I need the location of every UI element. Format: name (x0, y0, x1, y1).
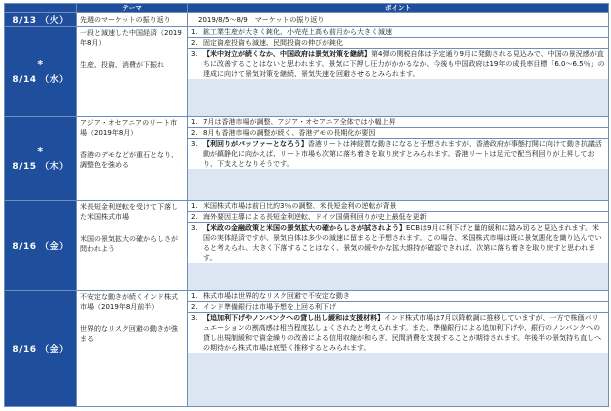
point-item: 1. 株式市場は世界的なリスク回避で不安定な動き (188, 291, 608, 302)
points-list (188, 117, 609, 201)
point-item: 3. 【利回りがバッファーとなろう】香港リートは神経質な動きになると予想されますが、香港政府が事態打開に向けて動き抗議活動が鎮静化に向かえば、リート市場も次第に落ち着きを取り戻すとみられます。香港リートは足元で配当利回りが上昇しており、下支えとなりそうです。 (188, 139, 608, 169)
table-row (5, 13, 609, 27)
point-item: 1. 鉱工業生産が大きく鈍化、小売売上高も前月から大きく減速 (188, 27, 608, 38)
row-date: 8/16 （金） (5, 201, 77, 291)
row-point: 2019/8/5～8/9 マーケットの振り返り (188, 13, 609, 27)
table-row (5, 27, 609, 117)
point-item: 3. 【米政の金融政策と米国の景気拡大の確からしさが試されよう】ECBは9月に利下げと量的緩和に踏み切ると見込まれます。米国の実体経済ですが、景気自体は多少の減速に留まると予想されます。この場合、米国株式市場は既に景気悪化を織り込んでいると考えられ、大きく下落することはなく、景気の緩やかな拡大維持が確認できれば、次第に落ち着きを取り戻すと思われます。 (188, 223, 608, 263)
point-item: 2. 固定資産投資も減速、民間投資の伸びが鈍化 (188, 38, 608, 49)
point-item: 2. インド準備銀行は市場予想を上回る利下げ (188, 302, 608, 313)
row-date: 8/16 （金） (5, 291, 77, 407)
topic-title[interactable]: アジア・オセアニアのリート市場（2019年8月） (80, 119, 178, 137)
topic-title[interactable]: 一段と減速した中国経済（2019年8月） (80, 29, 182, 47)
row-theme (77, 201, 188, 291)
row-theme (77, 117, 188, 201)
date-label: 8/14 （水） (12, 74, 69, 85)
topic-subtitle: 世界的なリスク回避の動きが強まる (80, 325, 178, 343)
header-theme: テーマ (77, 4, 188, 13)
point-item: 2. 8月も香港市場の調整が続く、香港デモの長期化が要因 (188, 128, 608, 139)
schedule-table (4, 3, 609, 407)
row-date (5, 27, 77, 117)
star-mark: * (37, 57, 44, 71)
header-date (5, 4, 77, 13)
topic-title[interactable]: 不安定な動きが続くインド株式市場（2019年8月前半） (80, 293, 178, 311)
star-mark: * (37, 144, 44, 158)
point-item: 3. 【追加利下げやノンバンクへの貸し出し緩和は支援材料】インド株式市場は7月以降軟調に推移していますが、一方で株価バリュエーションの割高感は相当程度払しょくされたと考えられます。また、準備銀行による追加利下げや、銀行のノンバンクへの貸し出規制緩和で資金繰りの改善による信用収縮が和らぎ、民間消費を支援することが期待されます。年後半の景気持ち直しへの期待から株式市場は底堅く推移するとみられます。 (188, 313, 608, 353)
table-row (5, 291, 609, 407)
topic-subtitle: 生産、投資、消費が下振れ (80, 61, 164, 69)
row-date (5, 117, 77, 201)
point-item: 2. 海外要因主導による長短金利逆転、ドイツ国債利回りが史上最低を更新 (188, 212, 608, 223)
table-row (5, 117, 609, 201)
points-list (188, 291, 609, 407)
row-theme (77, 291, 188, 407)
header-row (5, 4, 609, 13)
topic-subtitle: 香港のデモなどが重石となり、調整色を強める (80, 151, 178, 169)
point-item: 1. 7月は香港市場が調整、アジア・オセアニア全体では小幅上昇 (188, 117, 608, 128)
table-row (5, 201, 609, 291)
date-label: 8/15 （木） (12, 161, 69, 172)
row-theme (77, 27, 188, 117)
header-points: ポイント (188, 4, 609, 13)
topic-title[interactable]: 米長短金利逆転を受けて下落した米国株式市場 (80, 203, 178, 221)
row-theme[interactable]: 先週のマーケットの振り返り (77, 13, 188, 27)
point-item: 3. 【米中対立が続くなか、中国政府は景気対策を継続】第4弾の関税自体は予定通り9月に発動される見込みで、中国の景況感が直ちに改善することはないと思われます。景気に下押し圧力がかかるなか、今後も中国政府は19年の成長率目標「6.0～6.5％」の達成に向けて景気対策を継続、景気失速を回避させるとみられます。 (188, 49, 608, 79)
point-item: 1. 米国株式市場は前日比約3％の調整、米長短金利の逆転が背景 (188, 201, 608, 212)
topic-subtitle: 米国の景気拡大の確からしさが問われよう (80, 235, 178, 253)
row-date: 8/13 （火） (5, 13, 77, 27)
points-list (188, 201, 609, 291)
points-list (188, 27, 609, 117)
